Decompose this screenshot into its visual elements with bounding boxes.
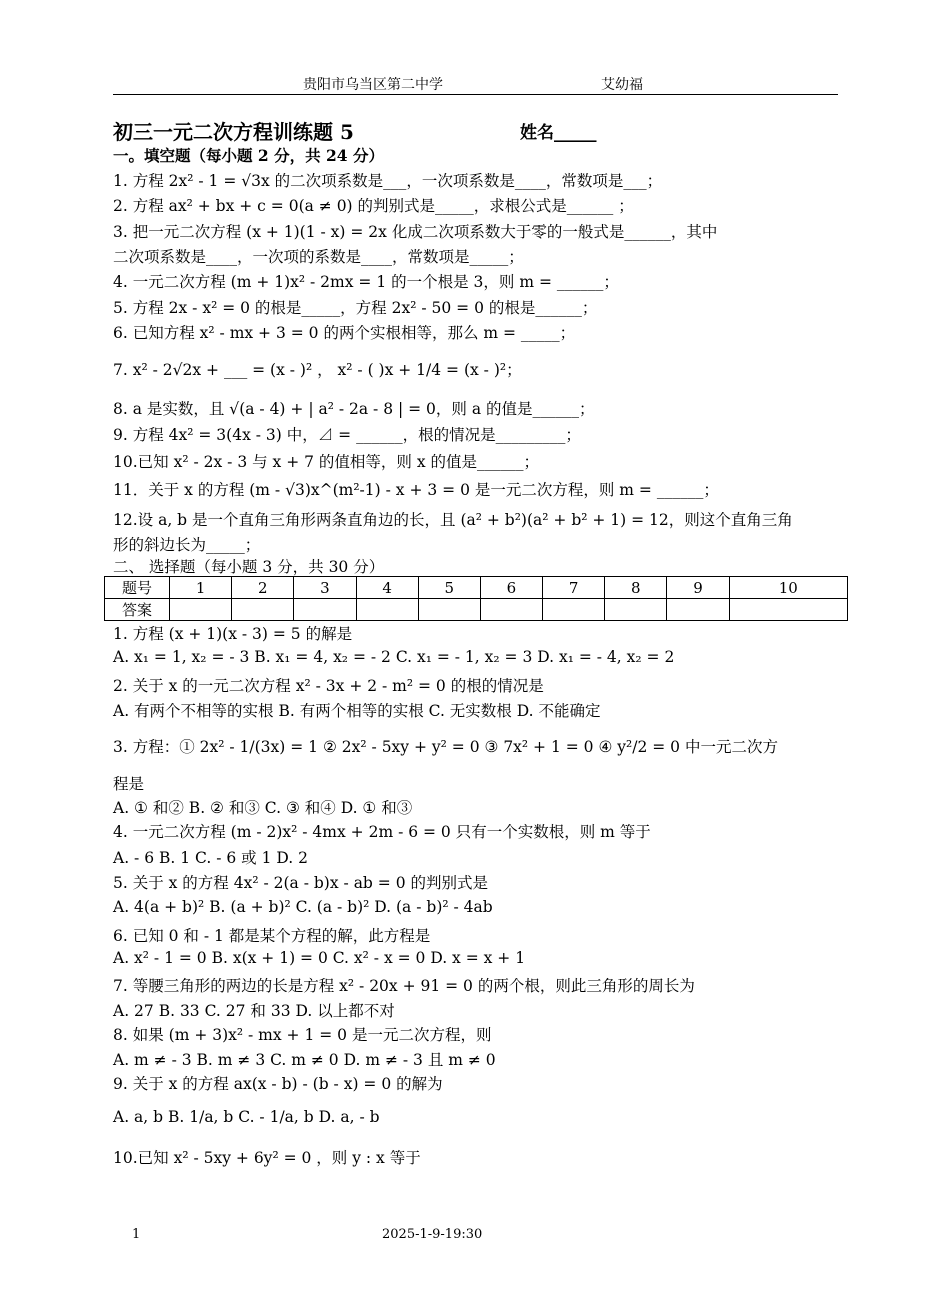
choice-question-7: 7. 等腰三角形的两边的长是方程 x² - 20x + 91 = 0 的两个根，则此三角形的周长为	[113, 977, 695, 995]
answer-cell[interactable]	[605, 599, 667, 621]
choice-question-2: 2. 关于 x 的一元二次方程 x² - 3x + 2 - m² = 0 的根的情况是	[113, 677, 544, 695]
fill-question-12-cont: 形的斜边长为_____；	[113, 536, 261, 554]
answer-table-answer-row	[105, 599, 848, 621]
table-number-cell: 4	[356, 577, 418, 599]
choice-question-7-options: A. 27 B. 33 C. 27 和 33 D. 以上都不对	[113, 1002, 395, 1020]
answer-cell[interactable]	[232, 599, 294, 621]
table-number-cell: 9	[667, 577, 729, 599]
choice-question-4-options: A. - 6 B. 1 C. - 6 或 1 D. 2	[113, 849, 308, 867]
footer-date: 2025-1-9-19:30	[382, 1227, 483, 1242]
answer-table	[104, 576, 848, 621]
choice-question-6-options: A. x² - 1 = 0 B. x(x + 1) = 0 C. x² - x = 0 D. x = x + 1	[113, 949, 526, 967]
page-header	[113, 74, 838, 95]
answer-cell[interactable]	[170, 599, 232, 621]
answer-cell[interactable]	[294, 599, 356, 621]
answer-cell[interactable]	[667, 599, 729, 621]
fill-question-3-cont: 二次项系数是____，一次项的系数是____，常数项是_____；	[113, 248, 524, 266]
choice-question-1: 1. 方程 (x + 1)(x - 3) = 5 的解是	[113, 625, 353, 643]
table-number-cell: 10	[729, 577, 847, 599]
answer-cell[interactable]	[418, 599, 480, 621]
choice-question-4: 4. 一元二次方程 (m - 2)x² - 4mx + 2m - 6 = 0 只有一个实数根，则 m 等于	[113, 823, 651, 841]
page-title: 初三一元二次方程训练题 5	[113, 120, 354, 144]
choice-question-8-options: A. m ≠ - 3 B. m ≠ 3 C. m ≠ 0 D. m ≠ - 3 且 m ≠ 0	[113, 1051, 496, 1069]
fill-question-4: 4. 一元二次方程 (m + 1)x² - 2mx = 1 的一个根是 3，则 m = ______；	[113, 273, 619, 291]
choice-question-8: 8. 如果 (m + 3)x² - mx + 1 = 0 是一元二次方程，则	[113, 1026, 492, 1044]
table-label-number: 题号	[105, 577, 170, 599]
answer-cell[interactable]	[729, 599, 847, 621]
table-number-cell: 3	[294, 577, 356, 599]
fill-question-6: 6. 已知方程 x² - mx + 3 = 0 的两个实根相等，那么 m = _____；	[113, 324, 576, 342]
table-number-cell: 8	[605, 577, 667, 599]
table-number-cell: 7	[543, 577, 605, 599]
section-heading-fill: 一。填空题（每小题 2 分，共 24 分）	[113, 146, 384, 165]
fill-question-7: 7. x² - 2√2x + ___ = (x - )² ， x² - ( )x + 1/4 = (x - )²；	[113, 361, 522, 379]
choice-question-5: 5. 关于 x 的方程 4x² - 2(a - b)x - ab = 0 的判别式是	[113, 874, 488, 892]
fill-question-9: 9. 方程 4x² = 3(4x - 3) 中，⊿ = ______，根的情况是_________；	[113, 426, 581, 444]
fill-question-12: 12.设 a, b 是一个直角三角形两条直角边的长，且 (a² + b²)(a² + b² + 1) = 12，则这个直角三角	[113, 511, 793, 529]
table-number-cell: 1	[170, 577, 232, 599]
footer-page-number: 1	[132, 1227, 141, 1242]
table-label-answer: 答案	[105, 599, 170, 621]
table-number-cell: 2	[232, 577, 294, 599]
answer-cell[interactable]	[356, 599, 418, 621]
name-field-label: 姓名_____	[520, 123, 597, 143]
fill-question-11: 11．关于 x 的方程 (m - √3)x^(m²-1) - x + 3 = 0 是一元二次方程，则 m = ______；	[113, 481, 719, 499]
choice-question-3: 3. 方程：① 2x² - 1/(3x) = 1 ② 2x² - 5xy + y² = 0 ③ 7x² + 1 = 0 ④ y²/2 = 0 中一元二次方	[113, 738, 778, 756]
answer-cell[interactable]	[543, 599, 605, 621]
choice-question-1-options: A. x₁ = 1, x₂ = - 3 B. x₁ = 4, x₂ = - 2 C. x₁ = - 1, x₂ = 3 D. x₁ = - 4, x₂ = 2	[113, 648, 675, 666]
table-number-cell: 6	[480, 577, 542, 599]
fill-question-5: 5. 方程 2x - x² = 0 的根是_____，方程 2x² - 50 = 0 的根是______；	[113, 299, 598, 317]
fill-question-1: 1. 方程 2x² - 1 = √3x 的二次项系数是___，一次项系数是____，常数项是___；	[113, 172, 663, 190]
answer-cell[interactable]	[480, 599, 542, 621]
choice-question-9-options: A. a, b B. 1/a, b C. - 1/a, b D. a, - b	[113, 1108, 380, 1126]
header-author: 艾幼福	[601, 77, 643, 93]
fill-question-2: 2. 方程 ax² + bx + c = 0(a ≠ 0) 的判别式是_____，求根公式是______ ；	[113, 197, 634, 215]
section-heading-choice: 二、 选择题（每小题 3 分，共 30 分）	[113, 558, 385, 576]
choice-question-5-options: A. 4(a + b)² B. (a + b)² C. (a - b)² D. (a - b)² - 4ab	[113, 898, 493, 916]
header-school: 贵阳市乌当区第二中学	[303, 77, 443, 93]
fill-question-3: 3. 把一元二次方程 (x + 1)(1 - x) = 2x 化成二次项系数大于零的一般式是______，其中	[113, 223, 718, 241]
fill-question-8: 8. a 是实数，且 √(a - 4) + | a² - 2a - 8 | = 0，则 a 的值是______；	[113, 400, 595, 418]
answer-table-number-row	[105, 577, 848, 599]
choice-question-10: 10.已知 x² - 5xy + 6y² = 0 ，则 y : x 等于	[113, 1149, 421, 1167]
choice-question-3-cont: 程是	[113, 775, 145, 793]
choice-question-3-options: A. ① 和② B. ② 和③ C. ③ 和④ D. ① 和③	[113, 799, 413, 817]
choice-question-6: 6. 已知 0 和 - 1 都是某个方程的解，此方程是	[113, 927, 431, 945]
table-number-cell: 5	[418, 577, 480, 599]
fill-question-10: 10.已知 x² - 2x - 3 与 x + 7 的值相等，则 x 的值是______；	[113, 453, 540, 471]
choice-question-2-options: A. 有两个不相等的实根 B. 有两个相等的实根 C. 无实数根 D. 不能确定	[113, 702, 601, 720]
choice-question-9: 9. 关于 x 的方程 ax(x - b) - (b - x) = 0 的解为	[113, 1075, 443, 1093]
